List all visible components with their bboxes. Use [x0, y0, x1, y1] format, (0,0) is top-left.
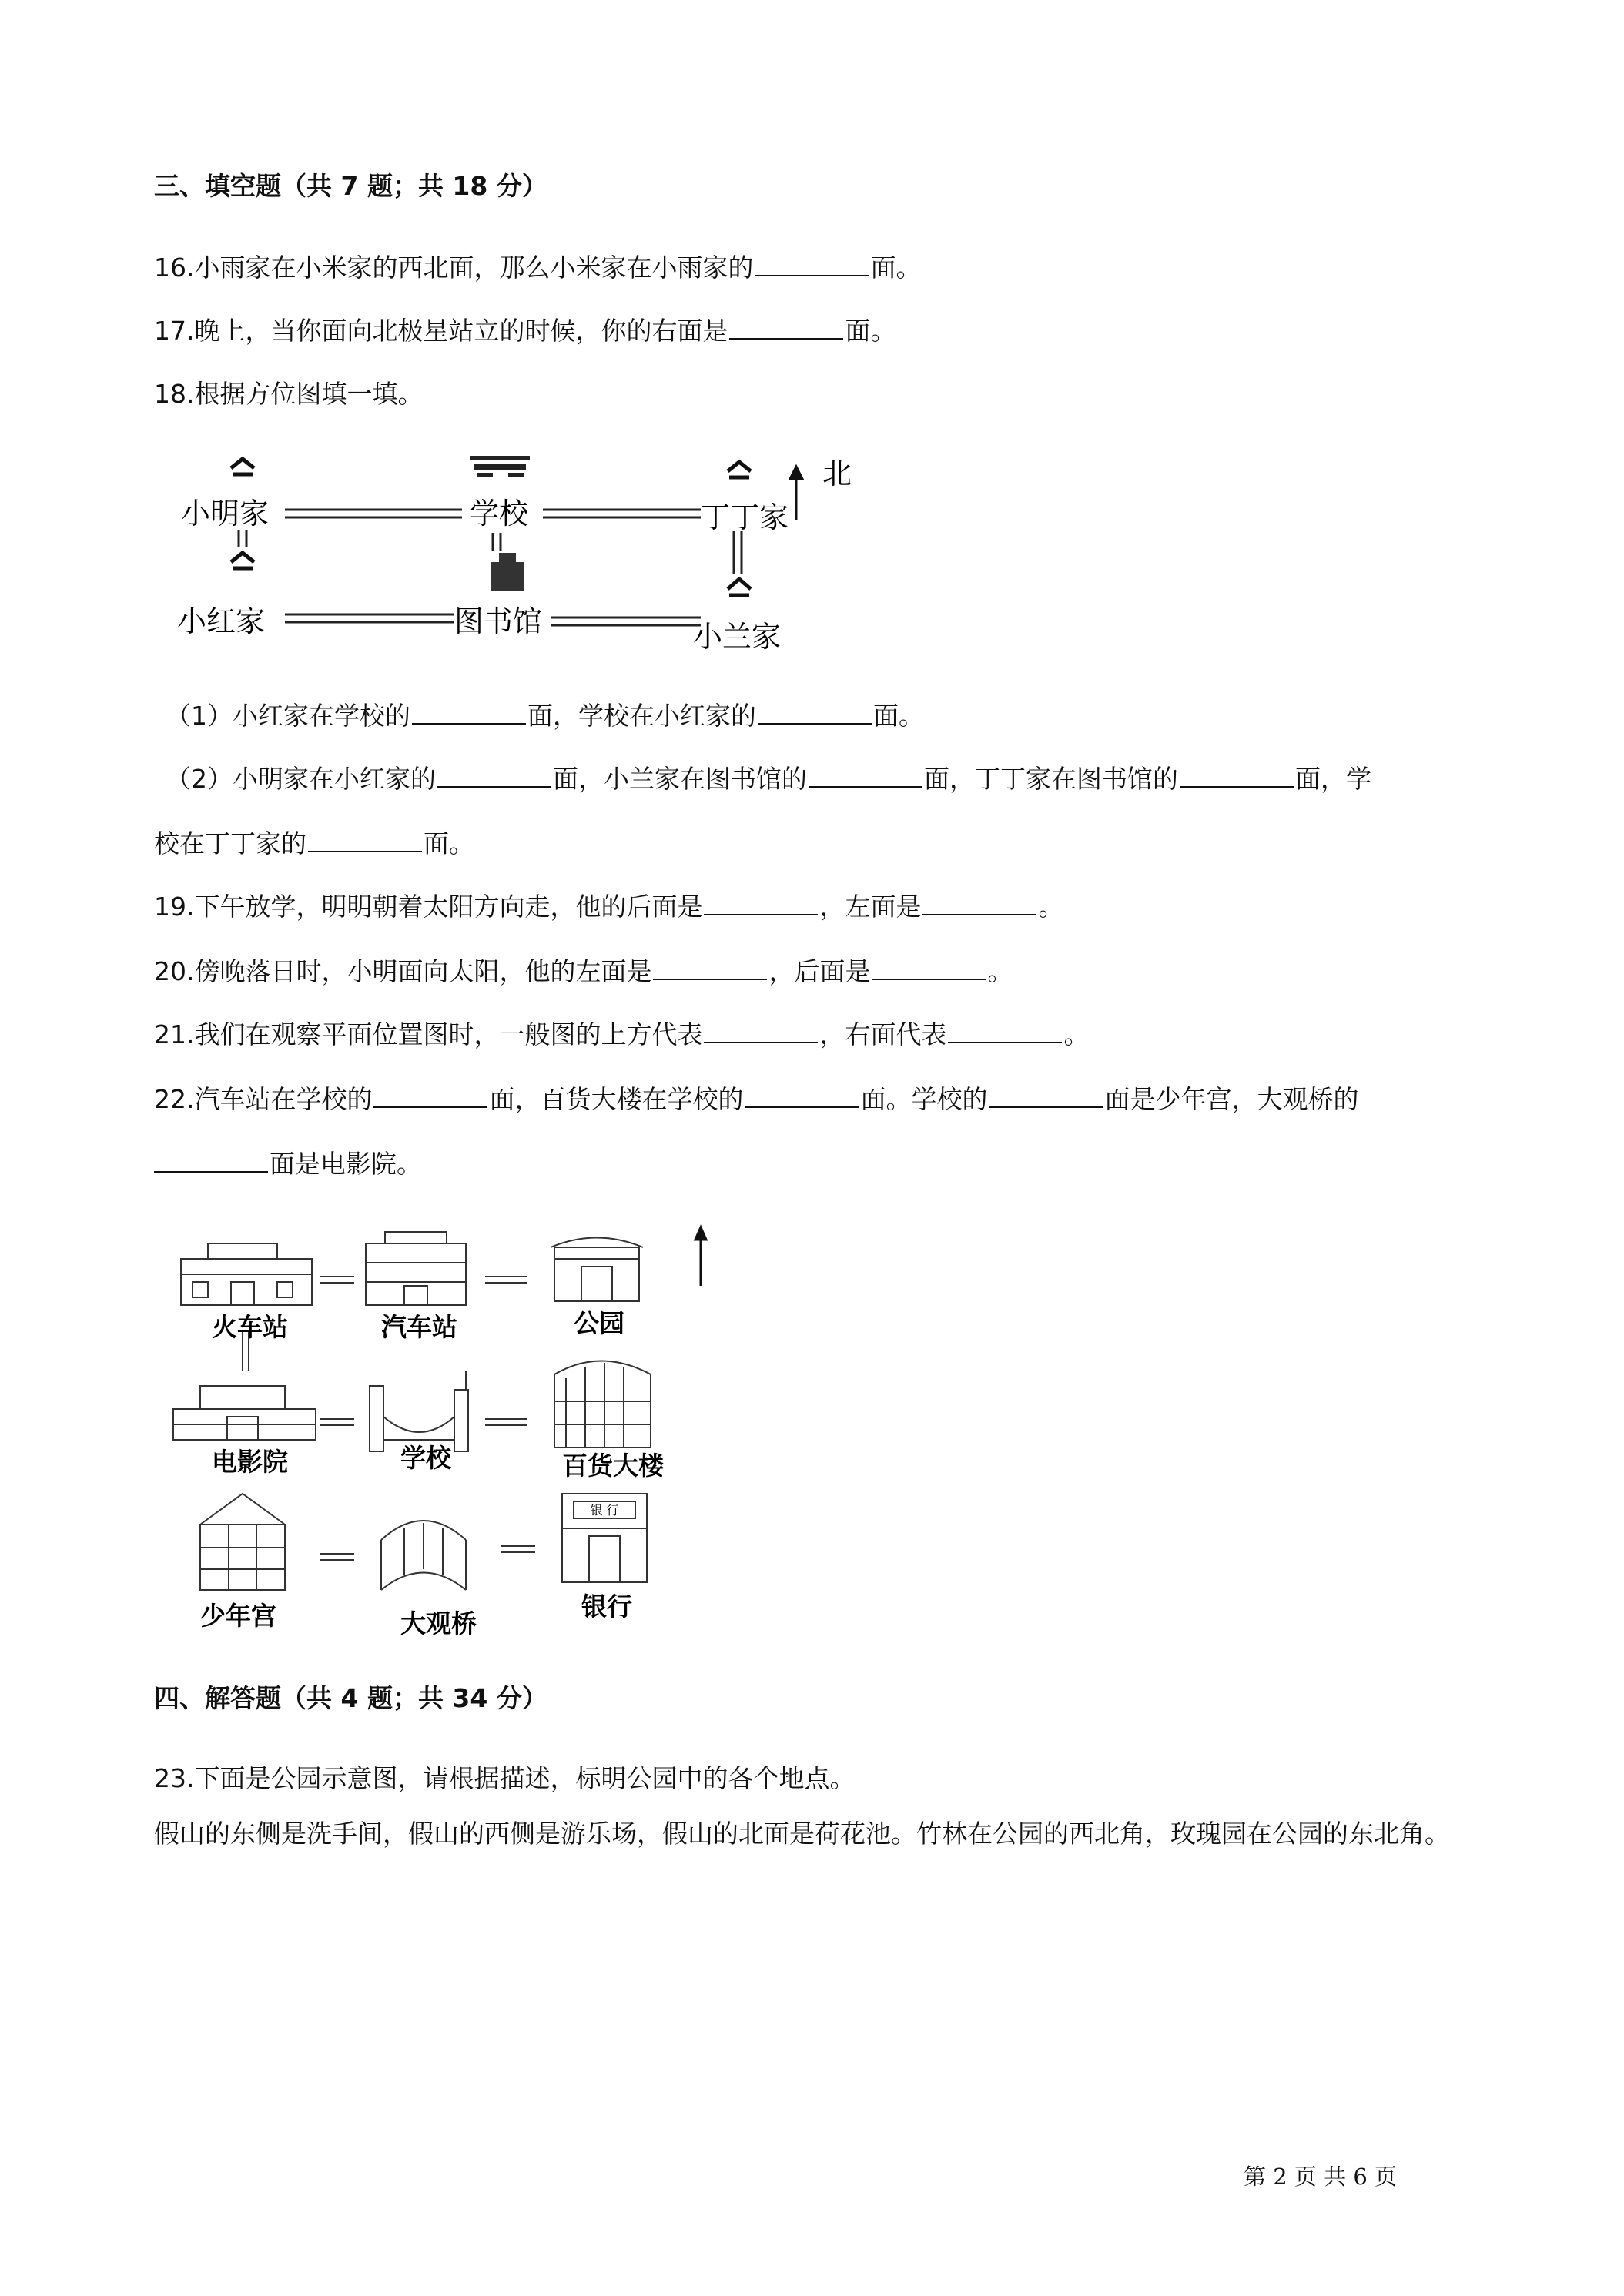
- q18p2-text-f: 面。: [424, 828, 474, 858]
- question-17: [154, 316, 896, 346]
- question-22: [154, 1084, 1358, 1115]
- north-arrow-icon: [790, 467, 802, 520]
- school-label: 学校: [470, 497, 529, 530]
- q22-text-c: 面。学校的: [860, 1084, 988, 1114]
- q20-text-b: ，后面是: [768, 956, 871, 986]
- library-building-icon: [491, 533, 524, 591]
- q16-text: 16.小雨家在小米家的西北面，那么小米家在小雨家的: [154, 253, 754, 283]
- q18p1-text-b: 面，学校在小红家的: [527, 701, 756, 731]
- mall-label: 百货大楼: [562, 1451, 664, 1481]
- xiaohong-label: 小红家: [177, 604, 266, 638]
- q22-text-b: 面，百货大楼在学校的: [489, 1084, 744, 1114]
- question-21: [154, 1019, 1089, 1050]
- q18p2-text-e: 校在丁丁家的: [154, 828, 306, 858]
- q18p1-text-a: （1）小红家在学校的: [166, 701, 410, 731]
- train-station-label: 火车站: [212, 1312, 288, 1342]
- answer-blank[interactable]: [755, 253, 869, 276]
- answer-blank[interactable]: [758, 701, 872, 725]
- north-label: 北: [822, 457, 852, 490]
- q18p2-text-d: 面，学: [1295, 764, 1371, 794]
- q16-text-end: 面。: [870, 253, 922, 283]
- answer-blank[interactable]: [1180, 765, 1294, 788]
- school-gate-icon: [370, 1371, 468, 1451]
- school-building-icon: [470, 456, 530, 477]
- building-map-22: [158, 1217, 728, 1648]
- answer-blank[interactable]: [729, 316, 843, 340]
- question-23-description: 假山的东侧是洗手间，假山的西侧是游乐场，假山的北面是荷花池。竹林在公园的西北角，玫瑰园在公园的东北角。: [154, 1819, 1450, 1849]
- q17-text-end: 面。: [845, 316, 896, 346]
- q19-text-b: ，左面是: [819, 892, 922, 922]
- bus-station-icon: [366, 1232, 466, 1305]
- page-footer: 第 2 页 共 6 页: [1244, 2164, 1397, 2190]
- answer-blank[interactable]: [437, 765, 551, 788]
- q19-text-a: 19.下午放学，明明朝着太阳方向走，他的后面是: [154, 892, 703, 922]
- question-16: [154, 253, 921, 283]
- bank-label: 银行: [581, 1591, 632, 1622]
- cinema-icon: [173, 1386, 316, 1440]
- answer-blank[interactable]: [412, 701, 526, 725]
- xiaolan-label: 小兰家: [693, 620, 782, 654]
- answer-blank[interactable]: [154, 1150, 268, 1173]
- question-18-title: 18.根据方位图填一填。: [154, 379, 424, 409]
- q21-text-c: 。: [1063, 1019, 1090, 1049]
- bridge-label: 大观桥: [400, 1608, 477, 1638]
- answer-blank[interactable]: [989, 1085, 1103, 1108]
- q18p2-text-a: （2）小明家在小红家的: [166, 764, 436, 794]
- q18p2-text-b: 面，小兰家在图书馆的: [553, 764, 807, 794]
- direction-map-18: [169, 447, 909, 662]
- bridge-icon: [381, 1521, 466, 1590]
- question-19: [154, 892, 1063, 922]
- question-18-part1: [166, 701, 924, 731]
- xiaoming-house-icon: [231, 459, 254, 474]
- q22-text-e: 面是电影院。: [270, 1149, 422, 1179]
- youth-palace-icon: [200, 1494, 285, 1590]
- q18p1-text-c: 面。: [873, 701, 924, 731]
- train-station-icon: [181, 1243, 312, 1305]
- answer-blank[interactable]: [922, 892, 1036, 915]
- section3-title: 三、填空题（共 7 题；共 18 分）: [154, 171, 547, 201]
- park-gate-icon: [551, 1238, 643, 1302]
- question-20: [154, 956, 1013, 987]
- q20-text-c: 。: [987, 956, 1013, 986]
- question-23-title: 23.下面是公园示意图，请根据描述，标明公园中的各个地点。: [154, 1763, 856, 1793]
- q18p2-text-c: 面，丁丁家在图书馆的: [924, 764, 1178, 794]
- xiaoming-label: 小明家: [181, 497, 270, 530]
- park-label: 公园: [574, 1308, 624, 1338]
- dingding-house-icon: [728, 462, 751, 477]
- mall-icon: [554, 1361, 651, 1448]
- xiaohong-house-icon: [231, 553, 254, 568]
- question-22-cont: [154, 1149, 422, 1180]
- youth-palace-label: 少年宫: [200, 1601, 276, 1631]
- bank-sign-label: 银 行: [590, 1503, 619, 1518]
- dingding-label: 丁丁家: [701, 500, 789, 534]
- q21-text-b: ，右面代表: [819, 1019, 947, 1049]
- library-label: 图书馆: [454, 604, 543, 638]
- q17-text: 17.晚上，当你面向北极星站立的时候，你的右面是: [154, 316, 728, 346]
- xiaolan-house-icon: [728, 579, 751, 595]
- answer-blank[interactable]: [745, 1085, 859, 1108]
- answer-blank[interactable]: [308, 829, 422, 852]
- school-map-label: 学校: [400, 1443, 451, 1473]
- answer-blank[interactable]: [948, 1020, 1062, 1043]
- answer-blank[interactable]: [653, 957, 767, 980]
- q19-text-c: 。: [1038, 892, 1064, 922]
- cinema-label: 电影院: [212, 1447, 288, 1477]
- section4-title: 四、解答题（共 4 题；共 34 分）: [154, 1683, 547, 1713]
- question-18-part2-cont: [154, 828, 474, 859]
- answer-blank[interactable]: [704, 892, 818, 915]
- north-arrow-icon: [695, 1227, 706, 1286]
- question-18-part2: [166, 764, 1371, 795]
- answer-blank[interactable]: [809, 765, 922, 788]
- q22-text-d: 面是少年宫，大观桥的: [1104, 1084, 1359, 1114]
- q22-text-a: 22.汽车站在学校的: [154, 1084, 373, 1114]
- q21-text-a: 21.我们在观察平面位置图时，一般图的上方代表: [154, 1019, 703, 1049]
- q20-text-a: 20.傍晚落日时，小明面向太阳，他的左面是: [154, 956, 652, 986]
- bus-station-label: 汽车站: [381, 1312, 457, 1342]
- answer-blank[interactable]: [373, 1085, 487, 1108]
- answer-blank[interactable]: [704, 1020, 818, 1043]
- answer-blank[interactable]: [872, 957, 986, 980]
